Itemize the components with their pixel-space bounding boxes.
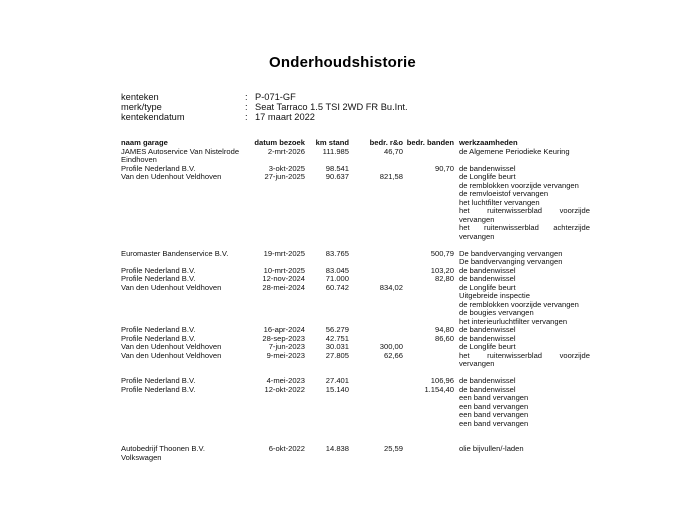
vehicle-row-kenteken <box>121 92 408 102</box>
cell-garage <box>121 148 249 165</box>
cell-garage <box>121 445 249 462</box>
garage-line: Euromaster Bandenservice B.V. <box>121 248 229 258</box>
cell-date: 12-nov-2024 <box>262 274 305 283</box>
cell-km: 42.751 <box>325 333 349 343</box>
maintenance-table <box>121 139 590 462</box>
cell-km: 98.541 <box>325 163 349 173</box>
cell-garage <box>121 250 249 259</box>
cell-km: 14.838 <box>325 444 349 453</box>
cell-ro: 834,02 <box>379 282 403 292</box>
cell-km: 56.279 <box>325 325 349 334</box>
header-km: km stand <box>315 138 349 147</box>
work-item: de bandenwissel <box>459 333 516 343</box>
work-item: de bandenwissel <box>459 376 516 385</box>
vehicle-sep: : <box>245 112 248 122</box>
cell-km: 90.637 <box>325 172 349 181</box>
cell-km: 71.000 <box>325 274 349 283</box>
cell-km: 27.805 <box>325 350 349 360</box>
work-item: De bandvervanging vervangen <box>459 257 563 266</box>
garage-line: Profile Nederland B.V. <box>121 274 196 283</box>
garage-line: Profile Nederland B.V. <box>121 333 196 343</box>
cell-ro: 62,66 <box>383 350 403 360</box>
work-item: de bougies vervangen <box>459 308 534 317</box>
cell-date: 4-mei-2023 <box>266 376 305 385</box>
cell-banden: 106,96 <box>430 376 454 385</box>
table-body <box>121 148 590 463</box>
cell-banden: 86,60 <box>434 333 454 343</box>
garage-line: Profile Nederland B.V. <box>121 265 196 275</box>
cell-km: 15.140 <box>325 384 349 394</box>
cell-work <box>454 284 590 327</box>
cell-km: 111.985 <box>322 146 349 156</box>
cell-banden: 500,79 <box>430 248 454 258</box>
garage-line: Volkswagen <box>121 452 162 462</box>
cell-date: 12-okt-2022 <box>264 384 305 394</box>
cell-date: 16-apr-2024 <box>263 325 305 334</box>
garage-line: Eindhoven <box>121 155 157 164</box>
vehicle-row-kentekendatum <box>121 112 408 122</box>
cell-work <box>454 445 590 454</box>
vehicle-value: Seat Tarraco 1.5 TSI 2WD FR Bu.Int. <box>255 102 408 112</box>
cell-km: 27.401 <box>325 376 349 385</box>
vehicle-label: kentekendatum <box>121 112 185 122</box>
work-item: het interieurluchtfilter vervangen <box>459 316 568 326</box>
cell-ro: 46,70 <box>383 146 403 156</box>
garage-line: Autobedrijf Thoonen B.V. <box>121 444 206 453</box>
work-item: het ruitenwisserblad voorzijde vervangen <box>459 206 590 224</box>
cell-work <box>454 386 590 429</box>
work-item: de bandenwissel <box>459 274 516 283</box>
cell-date: 19-mrt-2025 <box>263 248 305 258</box>
work-item: de bandenwissel <box>459 384 516 394</box>
cell-banden: 94,80 <box>434 325 454 334</box>
work-item: de bandenwissel <box>459 163 516 173</box>
cell-km: 83.765 <box>325 248 349 258</box>
work-item: een band vervangen <box>459 410 529 419</box>
cell-date: 28-mei-2024 <box>262 282 305 292</box>
table-row <box>121 250 590 267</box>
cell-date: 10-mrt-2025 <box>263 265 305 275</box>
vehicle-value: 17 maart 2022 <box>255 112 315 122</box>
cell-work <box>454 352 590 369</box>
garage-line: Profile Nederland B.V. <box>121 376 196 385</box>
garage-line: Van den Udenhout Veldhoven <box>121 350 222 360</box>
header-ro: bedr. r&o <box>369 138 403 147</box>
cell-banden: 103,20 <box>430 265 454 275</box>
work-item: olie bijvullen/-laden <box>459 444 524 453</box>
page-title: Onderhoudshistorie <box>269 54 416 71</box>
work-item: de remblokken voorzijde vervangen <box>459 180 579 190</box>
cell-work <box>454 148 590 157</box>
cell-ro: 25,59 <box>383 444 403 453</box>
garage-line: Profile Nederland B.V. <box>121 384 196 394</box>
table-row <box>121 148 590 165</box>
cell-work <box>454 250 590 267</box>
work-item: de bandenwissel <box>459 325 516 334</box>
cell-garage <box>121 284 249 293</box>
work-item: de bandenwissel <box>459 265 516 275</box>
work-item: een band vervangen <box>459 393 529 402</box>
work-item: de Algemene Periodieke Keuring <box>459 146 570 156</box>
vehicle-info <box>121 92 408 122</box>
work-item: Uitgebreide inspectie <box>459 291 530 300</box>
cell-banden: 82,80 <box>434 274 454 283</box>
garage-line: JAMES Autoservice Van Nistelrode <box>121 146 240 156</box>
header-work: werkzaamheden <box>459 138 518 147</box>
header-banden: bedr. banden <box>406 138 454 147</box>
vehicle-label: kenteken <box>121 92 159 102</box>
header-date: datum bezoek <box>254 138 305 147</box>
cell-km: 30.031 <box>325 342 349 351</box>
work-item: een band vervangen <box>459 418 529 428</box>
cell-ro: 821,58 <box>379 172 403 181</box>
cell-work <box>454 173 590 241</box>
cell-garage <box>121 386 249 395</box>
work-item: de remblokken voorzijde vervangen <box>459 299 579 309</box>
work-item: De bandvervanging vervangen <box>459 248 563 258</box>
work-item: het ruitenwisserblad achterzijde vervangen <box>459 223 590 241</box>
cell-km: 60.742 <box>325 282 349 292</box>
work-item: de Longlife beurt <box>459 172 516 181</box>
cell-ro: 300,00 <box>379 342 403 351</box>
cell-date: 3-okt-2025 <box>268 163 305 173</box>
cell-garage <box>121 352 249 361</box>
vehicle-sep: : <box>245 102 248 112</box>
garage-line: Van den Udenhout Veldhoven <box>121 282 222 292</box>
vehicle-sep: : <box>245 92 248 102</box>
table-row <box>121 173 590 241</box>
cell-date: 6-okt-2022 <box>268 444 305 453</box>
work-item: het ruitenwisserblad voorzijde vervangen <box>459 350 590 368</box>
work-item: het luchtfilter vervangen <box>459 197 540 207</box>
vehicle-label: merk/type <box>121 102 162 112</box>
cell-date: 2-mrt-2026 <box>267 146 305 156</box>
cell-banden: 1.154,40 <box>424 384 454 394</box>
work-item: de Longlife beurt <box>459 282 516 292</box>
table-row <box>121 445 590 462</box>
cell-banden: 90,70 <box>434 163 454 173</box>
garage-line: Profile Nederland B.V. <box>121 325 196 334</box>
cell-date: 28-sep-2023 <box>262 333 305 343</box>
work-item: de remvloeistof vervangen <box>459 189 549 198</box>
work-item: een band vervangen <box>459 401 529 411</box>
garage-line: Van den Udenhout Veldhoven <box>121 342 222 351</box>
vehicle-row-merk-type <box>121 102 408 112</box>
header-garage: naam garage <box>121 138 168 147</box>
cell-garage <box>121 173 249 182</box>
cell-date: 27-jun-2025 <box>264 172 305 181</box>
table-row <box>121 284 590 327</box>
row-spacer <box>121 428 590 437</box>
cell-date: 9-mei-2023 <box>266 350 305 360</box>
work-item: de Longlife beurt <box>459 342 516 351</box>
garage-line: Van den Udenhout Veldhoven <box>121 172 222 181</box>
cell-date: 7-jun-2023 <box>268 342 305 351</box>
garage-line: Profile Nederland B.V. <box>121 163 196 173</box>
table-row <box>121 352 590 369</box>
table-row <box>121 386 590 429</box>
vehicle-value: P-071-GF <box>255 92 296 102</box>
cell-km: 83.045 <box>325 265 349 275</box>
